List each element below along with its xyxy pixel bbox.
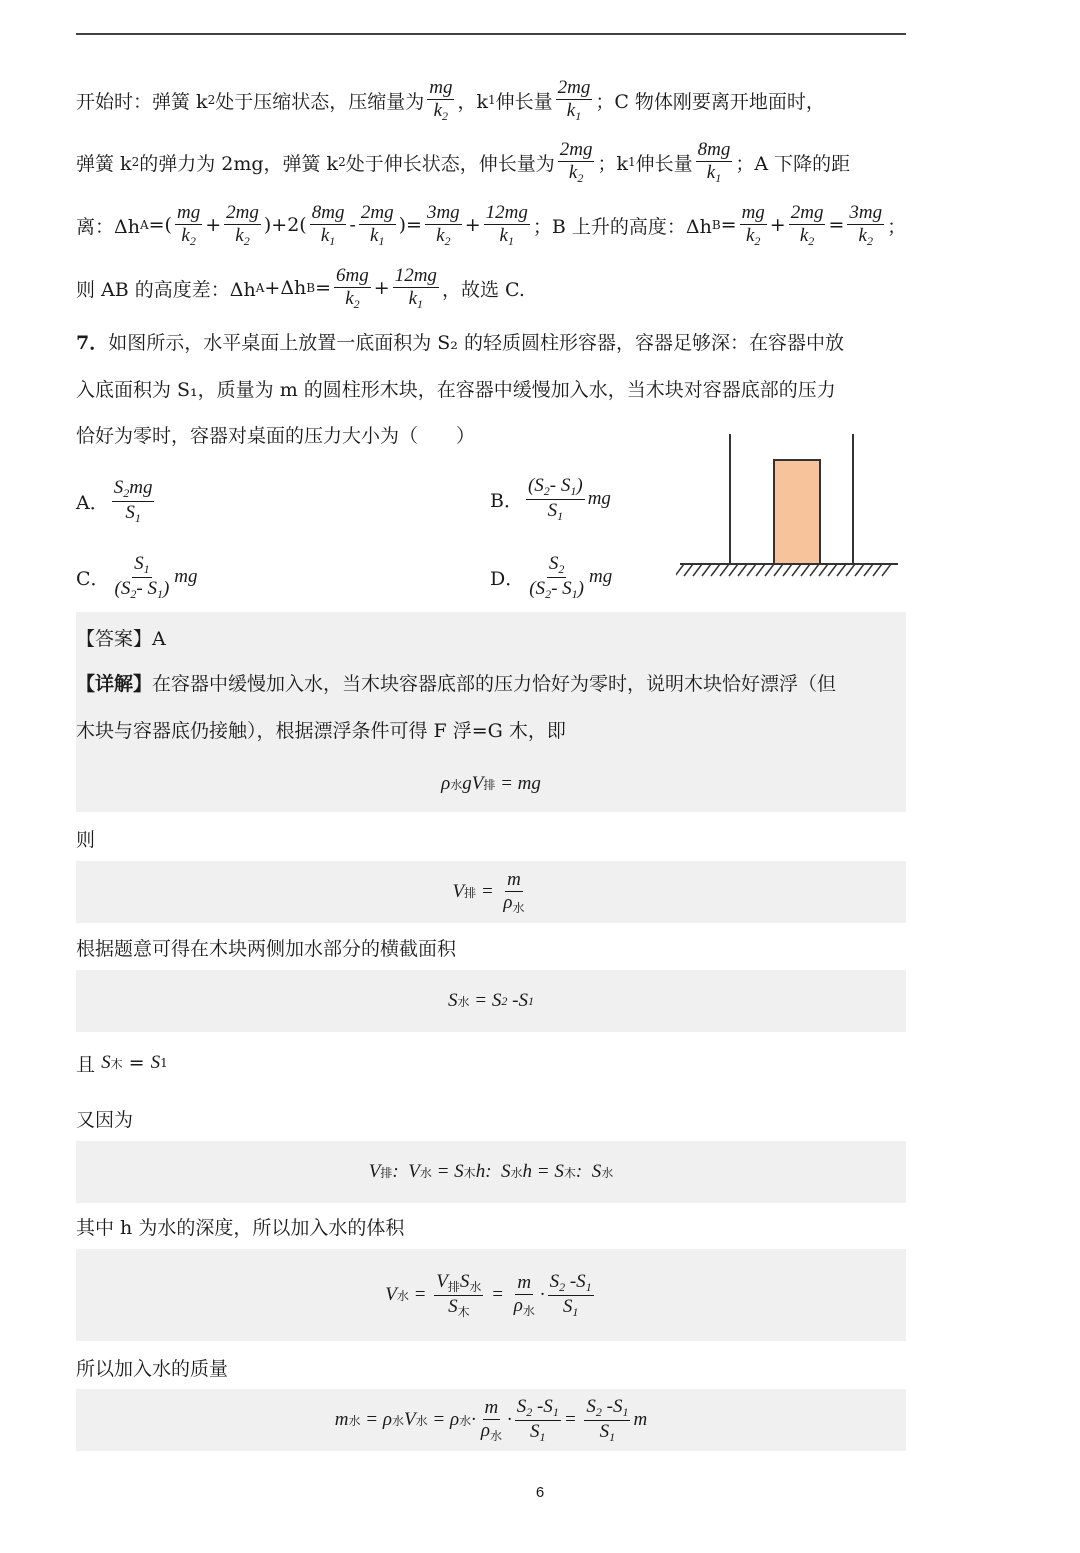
hatch-line bbox=[855, 564, 864, 576]
hatch-line bbox=[819, 564, 828, 576]
hatch-line bbox=[882, 564, 891, 576]
area-text: 根据题意可得在木块两侧加水部分的横截面积 bbox=[76, 937, 457, 960]
equation-vwater: V 水 = $\frac{V_排S_水}{S_木}$ = $\frac{m}{\rho_水}$ · $\frac{S_2 -S_1}{S_1}$ bbox=[385, 1270, 592, 1319]
answer-label: 【答案】A bbox=[76, 627, 166, 650]
wood-block bbox=[774, 460, 820, 564]
hatch-line bbox=[783, 564, 792, 576]
page-number: 6 bbox=[535, 1484, 545, 1501]
question7-line2: 入底面积为 S₁，质量为 m 的圆柱形木块，在容器中缓慢加入水，当木块对容器底部的压力 bbox=[76, 378, 836, 401]
hatch-line bbox=[774, 564, 783, 576]
solution6-line4: 则 AB 的高度差：Δh A +Δh B = $\frac{6mg}{k_2}$ + $\frac{12mg}{k_1}$ ，故选 C. bbox=[76, 264, 525, 311]
because-text: 又因为 bbox=[76, 1108, 134, 1131]
hatch-line bbox=[765, 564, 774, 576]
option-d: D． $\frac{S_2}{(S_2- S_1)}$ mg bbox=[490, 553, 613, 601]
hatch-line bbox=[756, 564, 765, 576]
hatch-line bbox=[801, 564, 810, 576]
solution6-line2: 弹簧 k 2 的弹力为 2mg，弹簧 k 2 处于伸长状态，伸长量为 $\frac{2mg}{k_2}$ ；k 1 伸长量 $\frac{8mg}{k_1}$ ；A 下降的距 bbox=[76, 138, 851, 185]
option-c: C． $\frac{S_1}{(S_2- S_1)}$ mg bbox=[76, 553, 198, 601]
hatch-line bbox=[828, 564, 837, 576]
header-rule bbox=[76, 33, 906, 35]
hatch-line bbox=[810, 564, 819, 576]
hatch-line bbox=[846, 564, 855, 576]
hatch-line bbox=[720, 564, 729, 576]
and-text: 且 S 木 = S 1 bbox=[76, 1052, 168, 1076]
detail-line2: 木块与容器底仍接触），根据漂浮条件可得 F 浮=G 木，即 bbox=[76, 719, 566, 742]
then-text: 则 bbox=[76, 828, 96, 851]
option-a: A． $\frac{S_2mg}{S_1}$ bbox=[76, 477, 153, 525]
hatch-line bbox=[837, 564, 846, 576]
where-text: 其中 h 为水的深度，所以加入水的体积 bbox=[76, 1216, 405, 1239]
hatch-line bbox=[693, 564, 702, 576]
hatch-line bbox=[873, 564, 882, 576]
equation-vpai: V 排 = $\frac{m}{\rho_水}$ bbox=[452, 868, 525, 915]
solution6-line3: 离：Δh A =( $\frac{mg}{k_2}$ + $\frac{2mg}{k_2}$ )+2( $\frac{8mg}{k_1}$ - $\frac{2mg}{k_1}$ )= $\frac{3mg}{k_2}$ + $\frac{12mg}{k_1}$ ；B 上升的高度：Δh B = $\frac{mg}{k_2}$ + $\frac{2mg}{k_2}$ = $\frac{3mg}{k_2}$ ； bbox=[76, 201, 907, 248]
equation-mwater: m 水 = ρ 水 V 水 = ρ 水 · $\frac{m}{\rho_水}$ · $\frac{S_2 -S_1}{S_1}$ = $\frac{S_2 -S_1}{S_1}$ m bbox=[334, 1395, 648, 1444]
equation-ratio: V 排 : V 水 = S 木 h: S 水 h = S 木 : S 水 bbox=[368, 1161, 614, 1182]
option-b: B． $\frac{(S_2- S_1)}{S_1}$ mg bbox=[490, 475, 611, 523]
solution6-line1: 开始时：弹簧 k 2 处于压缩状态，压缩量为 $\frac{mg}{k_2}$ ，k 1 伸长量 $\frac{2mg}{k_1}$ ；C 物体刚要离开地面时， bbox=[76, 76, 825, 123]
hatch-line bbox=[702, 564, 711, 576]
mass-text: 所以加入水的质量 bbox=[76, 1357, 229, 1380]
container-figure bbox=[676, 430, 902, 580]
question7-line1: 7． 如图所示，水平桌面上放置一底面积为 S₂ 的轻质圆柱形容器，容器足够深：在容器中放 bbox=[76, 331, 844, 354]
hatch-line bbox=[684, 564, 693, 576]
question7-line3: 恰好为零时，容器对桌面的压力大小为（ ） bbox=[76, 424, 476, 447]
hatch-line bbox=[864, 564, 873, 576]
hatch-line bbox=[676, 564, 684, 576]
hatch-line bbox=[738, 564, 747, 576]
hatch-line bbox=[792, 564, 801, 576]
detail-line1: 【详解】 在容器中缓慢加入水，当木块容器底部的压力恰好为零时，说明木块恰好漂浮（但 bbox=[76, 672, 837, 695]
equation-float: ρ 水 gV 排 = mg bbox=[441, 773, 541, 794]
equation-swater: S 水 = S 2 -S 1 bbox=[448, 990, 534, 1011]
hatch-line bbox=[747, 564, 756, 576]
hatch-line bbox=[711, 564, 720, 576]
hatch-line bbox=[729, 564, 738, 576]
table-hatching bbox=[676, 564, 891, 576]
